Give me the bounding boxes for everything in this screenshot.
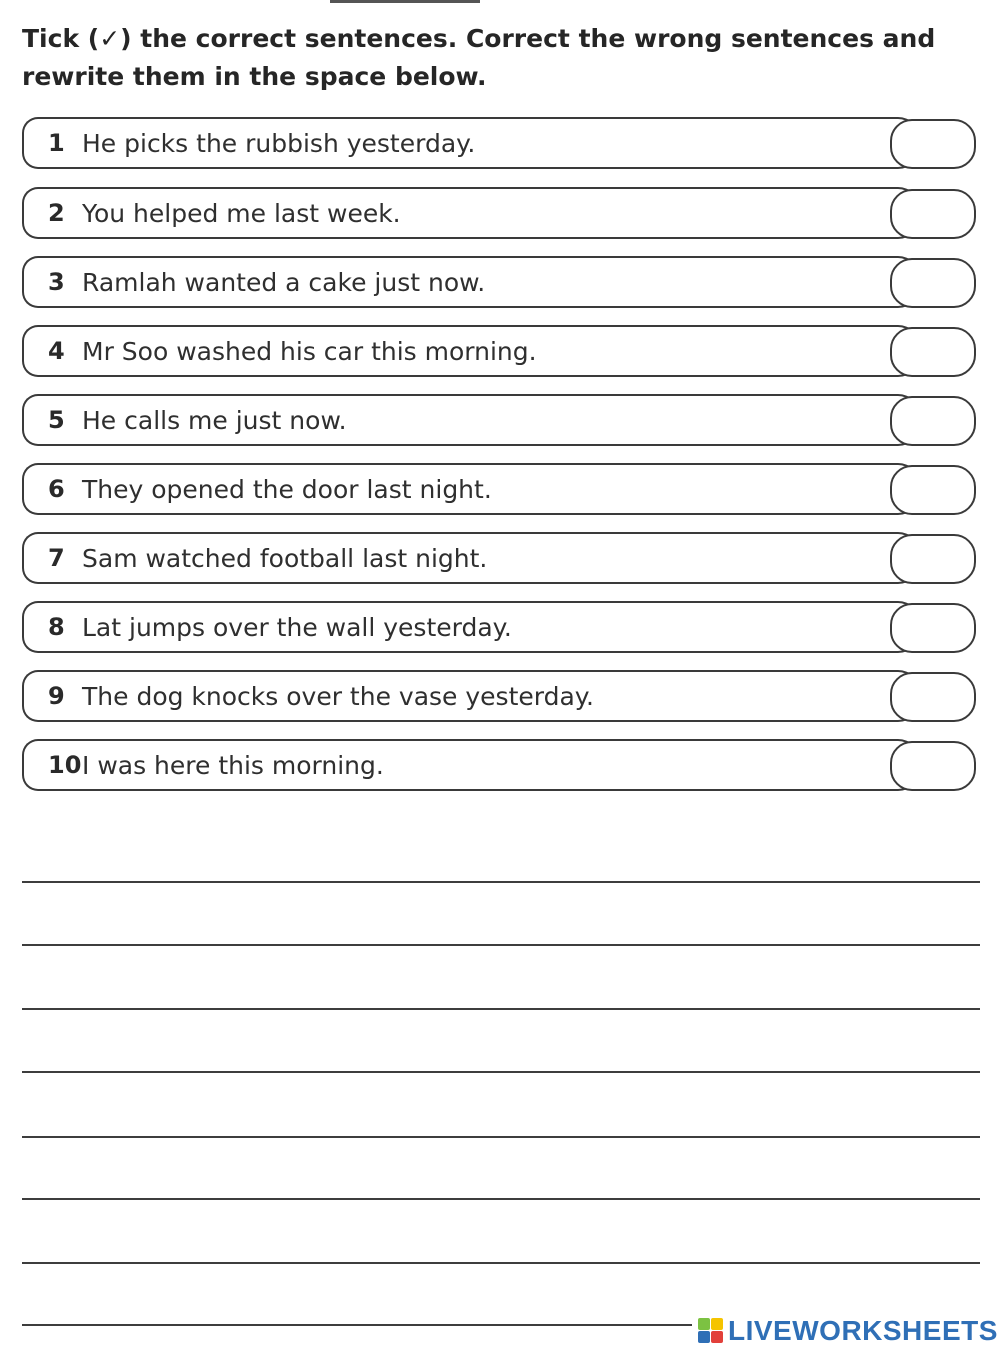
- sentence-frame: [22, 601, 892, 653]
- tick-box[interactable]: [890, 119, 976, 169]
- tick-box[interactable]: [890, 465, 976, 515]
- sentence-frame: [22, 325, 892, 377]
- sentence-row: [22, 532, 980, 588]
- sentence-frame: [22, 394, 892, 446]
- sentence-row: [22, 670, 980, 726]
- tick-box[interactable]: [890, 603, 976, 653]
- sentence-frame: [22, 739, 892, 791]
- sentence-number: 3: [48, 268, 65, 296]
- sentence-text: Ramlah wanted a cake just now.: [82, 268, 486, 297]
- tick-box[interactable]: [890, 396, 976, 446]
- sentence-number: 6: [48, 475, 65, 503]
- sentence-row: [22, 394, 980, 450]
- sentence-row: [22, 117, 980, 173]
- writing-line[interactable]: [22, 1008, 980, 1010]
- writing-line[interactable]: [22, 1262, 980, 1264]
- tick-box[interactable]: [890, 189, 976, 239]
- sentence-text: He calls me just now.: [82, 406, 347, 435]
- sentence-frame: [22, 463, 892, 515]
- sentence-text: Sam watched football last night.: [82, 544, 488, 573]
- tick-box[interactable]: [890, 534, 976, 584]
- sentence-frame: [22, 670, 892, 722]
- sentence-row: [22, 739, 980, 795]
- writing-line[interactable]: [22, 944, 980, 946]
- page-top-mark: [330, 0, 480, 3]
- sentence-number: 5: [48, 406, 65, 434]
- sentence-row: [22, 187, 980, 243]
- sentence-number: 10: [48, 751, 82, 779]
- writing-line[interactable]: [22, 1071, 980, 1073]
- tick-box[interactable]: [890, 327, 976, 377]
- sentence-row: [22, 325, 980, 381]
- sentence-frame: [22, 187, 892, 239]
- writing-line[interactable]: [22, 1198, 980, 1200]
- sentence-number: 7: [48, 544, 65, 572]
- sentence-number: 8: [48, 613, 65, 641]
- sentence-frame: [22, 117, 892, 169]
- writing-line[interactable]: [22, 1324, 692, 1326]
- liveworksheets-logo-icon: [698, 1318, 724, 1344]
- sentence-number: 9: [48, 682, 65, 710]
- sentence-text: I was here this morning.: [82, 751, 384, 780]
- sentence-row: [22, 601, 980, 657]
- sentence-number: 4: [48, 337, 65, 365]
- brand-name: LIVEWORKSHEETS: [728, 1315, 998, 1346]
- sentence-row: [22, 256, 980, 312]
- sentence-text: Mr Soo washed his car this morning.: [82, 337, 537, 366]
- tick-box[interactable]: [890, 741, 976, 791]
- sentence-text: Lat jumps over the wall yesterday.: [82, 613, 512, 642]
- sentence-text: He picks the rubbish yesterday.: [82, 129, 476, 158]
- writing-line[interactable]: [22, 1136, 980, 1138]
- sentence-frame: [22, 256, 892, 308]
- sentence-number: 1: [48, 129, 65, 157]
- sentence-frame: [22, 532, 892, 584]
- sentence-text: You helped me last week.: [82, 199, 401, 228]
- sentence-row: [22, 463, 980, 519]
- tick-box[interactable]: [890, 672, 976, 722]
- writing-line[interactable]: [22, 881, 980, 883]
- sentence-text: They opened the door last night.: [82, 475, 492, 504]
- sentence-number: 2: [48, 199, 65, 227]
- liveworksheets-logo: [698, 1316, 998, 1346]
- tick-box[interactable]: [890, 258, 976, 308]
- instruction-text: Tick (✓) the correct sentences. Correct the wrong sentences and rewrite them in the space below.: [22, 24, 936, 91]
- sentence-text: The dog knocks over the vase yesterday.: [82, 682, 594, 711]
